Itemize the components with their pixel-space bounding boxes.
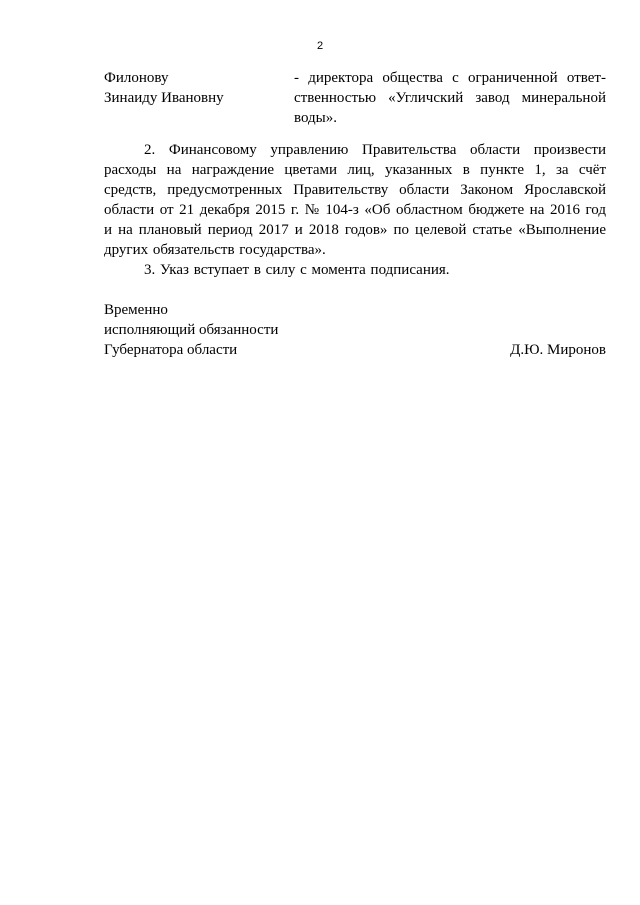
awardee-entry [104,68,606,128]
awardee-position-line: - директора общества с ограниченной ответ- [294,70,606,86]
page-number: 2 [316,40,324,52]
signature-title-line: исполняющий обязанности [104,322,279,338]
awardee-position-line: воды». [294,110,338,126]
signature-title-line: Временно [104,302,168,318]
signature-block [104,300,606,360]
paragraph-2: 2. Финансовому управлению Правительства области произвести расходы на награждение цветами лиц, указанных в пункте 1, за счёт средств, предусмотренных Правительству области Законом Ярославской области от 21 декабря 2015 г. № 104-з «Об областном бюджете на 2016 год и на плановый период 2017 и 2018 годов» по целевой статье «Выполнение других обязательств государства». [104,142,606,258]
awardee-surname: Филонову [104,70,169,86]
signatory-name: Д.Ю. Миронов [510,342,606,358]
paragraph-3: 3. Указ вступает в силу с момента подписания. [144,262,450,278]
awardee-name [104,68,224,108]
signature-title-row [104,340,606,360]
awardee-given-names: Зинаиду Ивановну [104,90,224,106]
awardee-position [294,68,606,128]
signature-title-line: Губернатора области [104,342,238,358]
decree-body [104,140,606,280]
awardee-position-line: ственностью «Угличский завод минеральной [294,90,606,106]
